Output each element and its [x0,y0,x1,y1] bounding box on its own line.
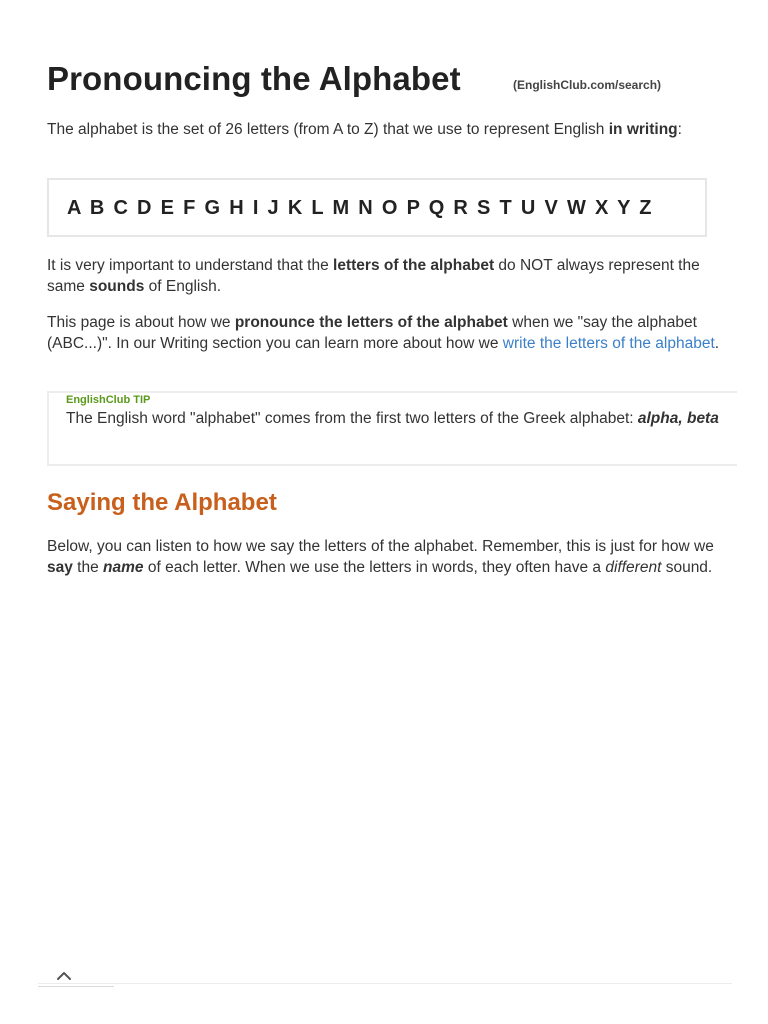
tip-text [66,409,726,430]
important-text-3: of English. [144,277,222,295]
important-paragraph [47,256,737,297]
important-text-2: do NOT always represent the same [47,257,700,295]
source-note: (EnglishClub.com/search) [513,78,662,92]
important-bold-2: sounds [89,277,145,295]
chevron-up-icon[interactable] [54,966,74,984]
saying-text-1: Below, you can listen to how we say the letters of the alphabet. Remember, this is just for how we [47,538,714,555]
intro-bold: in writing [608,121,678,138]
about-paragraph [47,313,737,354]
intro-paragraph [47,120,737,141]
section-heading: Saying the Alphabet [47,489,277,516]
saying-bold: say [47,558,73,576]
alphabet-letters: A B C D E F G H I J K L M N O P Q R S T U V W X Y Z [67,197,653,219]
saying-text-2: the [72,558,104,576]
saying-paragraph [47,537,737,578]
important-text-1: It is very important to understand that the [47,257,334,274]
saying-text-3: of each letter. When we use the letters in words, they often have a [143,558,606,576]
about-text-3: . [714,334,720,352]
tip-label: EnglishClub TIP [66,394,151,406]
page-title: Pronouncing the Alphabet [47,60,461,97]
about-text-1: This page is about how we [47,314,235,331]
title-row [47,60,737,100]
footer-divider-accent [38,986,114,987]
saying-text-4: sound. [661,558,713,576]
tip-emphasis: alpha, beta [637,410,719,427]
important-bold-1: letters of the alphabet [333,257,495,274]
about-bold: pronounce the letters of the alphabet [234,314,508,331]
about-text-2: when we "say the alphabet (ABC...)". In our Writing section you can learn more about how we [47,314,697,352]
intro-text: The alphabet is the set of 26 letters (from A to Z) that we use to represent English [47,121,609,138]
tip-sentence: The English word "alphabet" comes from the first two letters of the Greek alphabet: [66,410,638,427]
alphabet-box [47,178,707,237]
saying-italic: different [605,558,662,576]
intro-text-end: : [677,121,682,138]
footer-divider [38,983,732,984]
saying-bold-italic: name [103,558,144,576]
tip-box [47,391,737,466]
write-letters-link[interactable]: write the letters of the alphabet [502,334,715,352]
